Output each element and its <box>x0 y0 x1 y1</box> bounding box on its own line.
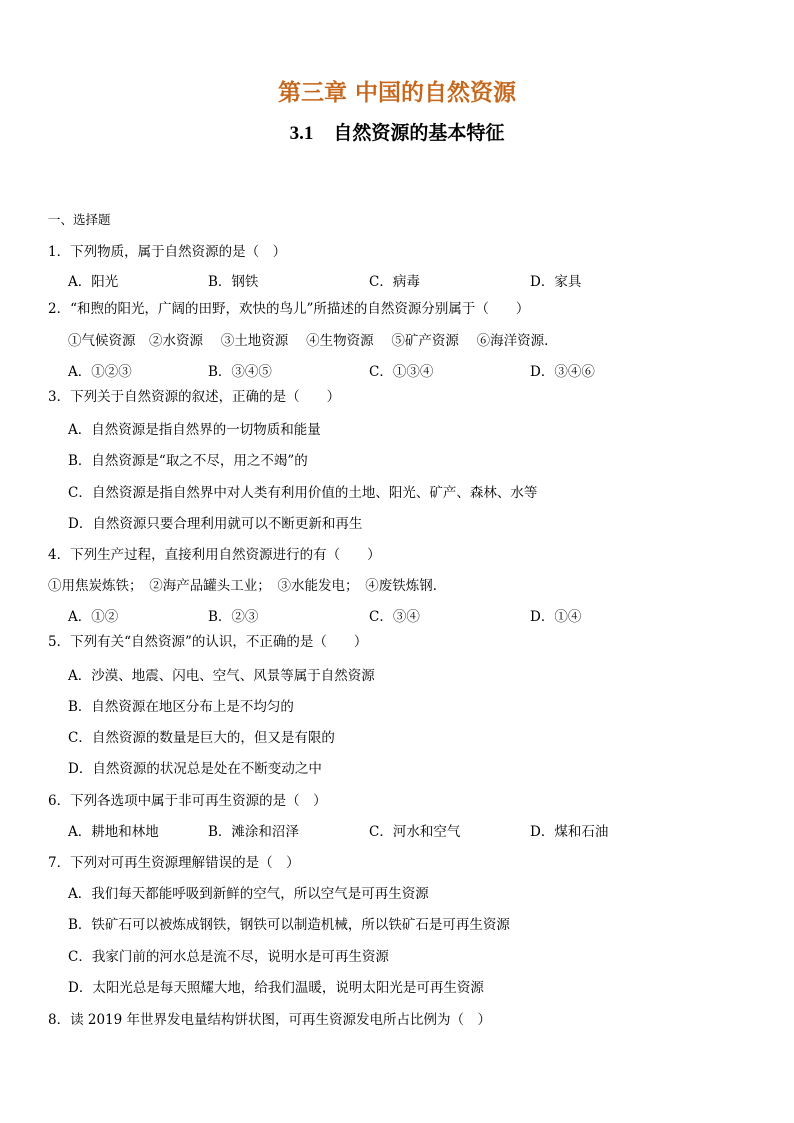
question-7-stem: 7．下列对可再生资源理解错误的是（ ） <box>48 855 300 871</box>
option-a: A．阳光 <box>68 274 119 290</box>
question-3-stem: 3．下列关于自然资源的叙述，正确的是（ ） <box>48 389 341 405</box>
option-c: C．病毒 <box>369 274 420 290</box>
chapter-title: 第三章 中国的自然资源 <box>277 80 516 106</box>
question-7-option-d: D．太阳光总是每天照耀大地，给我们温暖，说明太阳光是可再生资源 <box>68 980 484 996</box>
question-7-option-c: C．我家门前的河水总是流不尽，说明水是可再生资源 <box>68 949 389 965</box>
option-b: B．③④⑤ <box>208 364 272 380</box>
option-c: C．①③④ <box>369 364 434 380</box>
question-2-options <box>68 363 668 381</box>
question-1-stem: 1．下列物质，属于自然资源的是（ ） <box>48 244 287 260</box>
option-c: C．河水和空气 <box>369 824 461 840</box>
question-2-stem: 2．“和煦的阳光，广阔的田野，欢快的鸟儿”所描述的自然资源分别属于（ ） <box>48 301 530 317</box>
question-3-option-c: C．自然资源是指自然界中对人类有利用价值的土地、阳光、矿产、森林、水等 <box>68 485 538 501</box>
question-8-stem: 8．读 2019 年世界发电量结构饼状图，可再生资源发电所占比例为（ ） <box>48 1012 492 1028</box>
question-4-stem: 4．下列生产过程，直接利用自然资源进行的有（ ） <box>48 547 381 563</box>
question-7-option-a: A．我们每天都能呼吸到新鲜的空气，所以空气是可再生资源 <box>68 886 429 902</box>
question-5-option-d: D．自然资源的状况总是处在不断变动之中 <box>68 761 322 777</box>
question-3-option-b: B．自然资源是“取之不尽，用之不竭”的 <box>68 453 308 469</box>
question-5-stem: 5．下列有关“自然资源”的认识，不正确的是（ ） <box>48 634 368 650</box>
option-c: C．③④ <box>369 609 420 625</box>
option-a: A．①②③ <box>68 364 132 380</box>
option-d: D．①④ <box>530 609 582 625</box>
option-d: D．煤和石油 <box>530 824 609 840</box>
question-3-option-a: A．自然资源是指自然界的一切物质和能量 <box>68 422 321 438</box>
question-5-option-c: C．自然资源的数量是巨大的，但又是有限的 <box>68 730 335 746</box>
part-heading: 一、选择题 <box>48 212 111 227</box>
option-a: A．耕地和林地 <box>68 824 159 840</box>
question-5-option-b: B．自然资源在地区分布上是不均匀的 <box>68 699 294 715</box>
question-3-option-d: D．自然资源只要合理利用就可以不断更新和再生 <box>68 516 363 532</box>
option-b: B．②③ <box>208 609 259 625</box>
section-number: 3.1 <box>289 123 314 144</box>
question-1-options <box>68 273 668 291</box>
option-d: D．③④⑥ <box>530 364 595 380</box>
question-5-option-a: A．沙漠、地震、闪电、空气、风景等属于自然资源 <box>68 668 375 684</box>
question-2-note: ①气候资源 ②水资源 ③土地资源 ④生物资源 ⑤矿产资源 ⑥海洋资源． <box>68 333 558 349</box>
question-7-option-b: B．铁矿石可以被炼成钢铁，钢铁可以制造机械，所以铁矿石是可再生资源 <box>68 917 510 933</box>
question-4-note: ①用焦炭炼铁； ②海产品罐头工业； ③水能发电； ④废铁炼钢． <box>48 578 447 594</box>
option-b: B．钢铁 <box>208 274 259 290</box>
question-4-options <box>68 608 668 626</box>
section-title <box>0 118 794 145</box>
question-6-stem: 6．下列各选项中属于非可再生资源的是（ ） <box>48 793 327 809</box>
question-6-options <box>68 823 668 841</box>
section-title-text: 自然资源的基本特征 <box>333 122 505 144</box>
option-d: D．家具 <box>530 274 582 290</box>
option-a: A．①② <box>68 609 119 625</box>
option-b: B．滩涂和沼泽 <box>208 824 299 840</box>
